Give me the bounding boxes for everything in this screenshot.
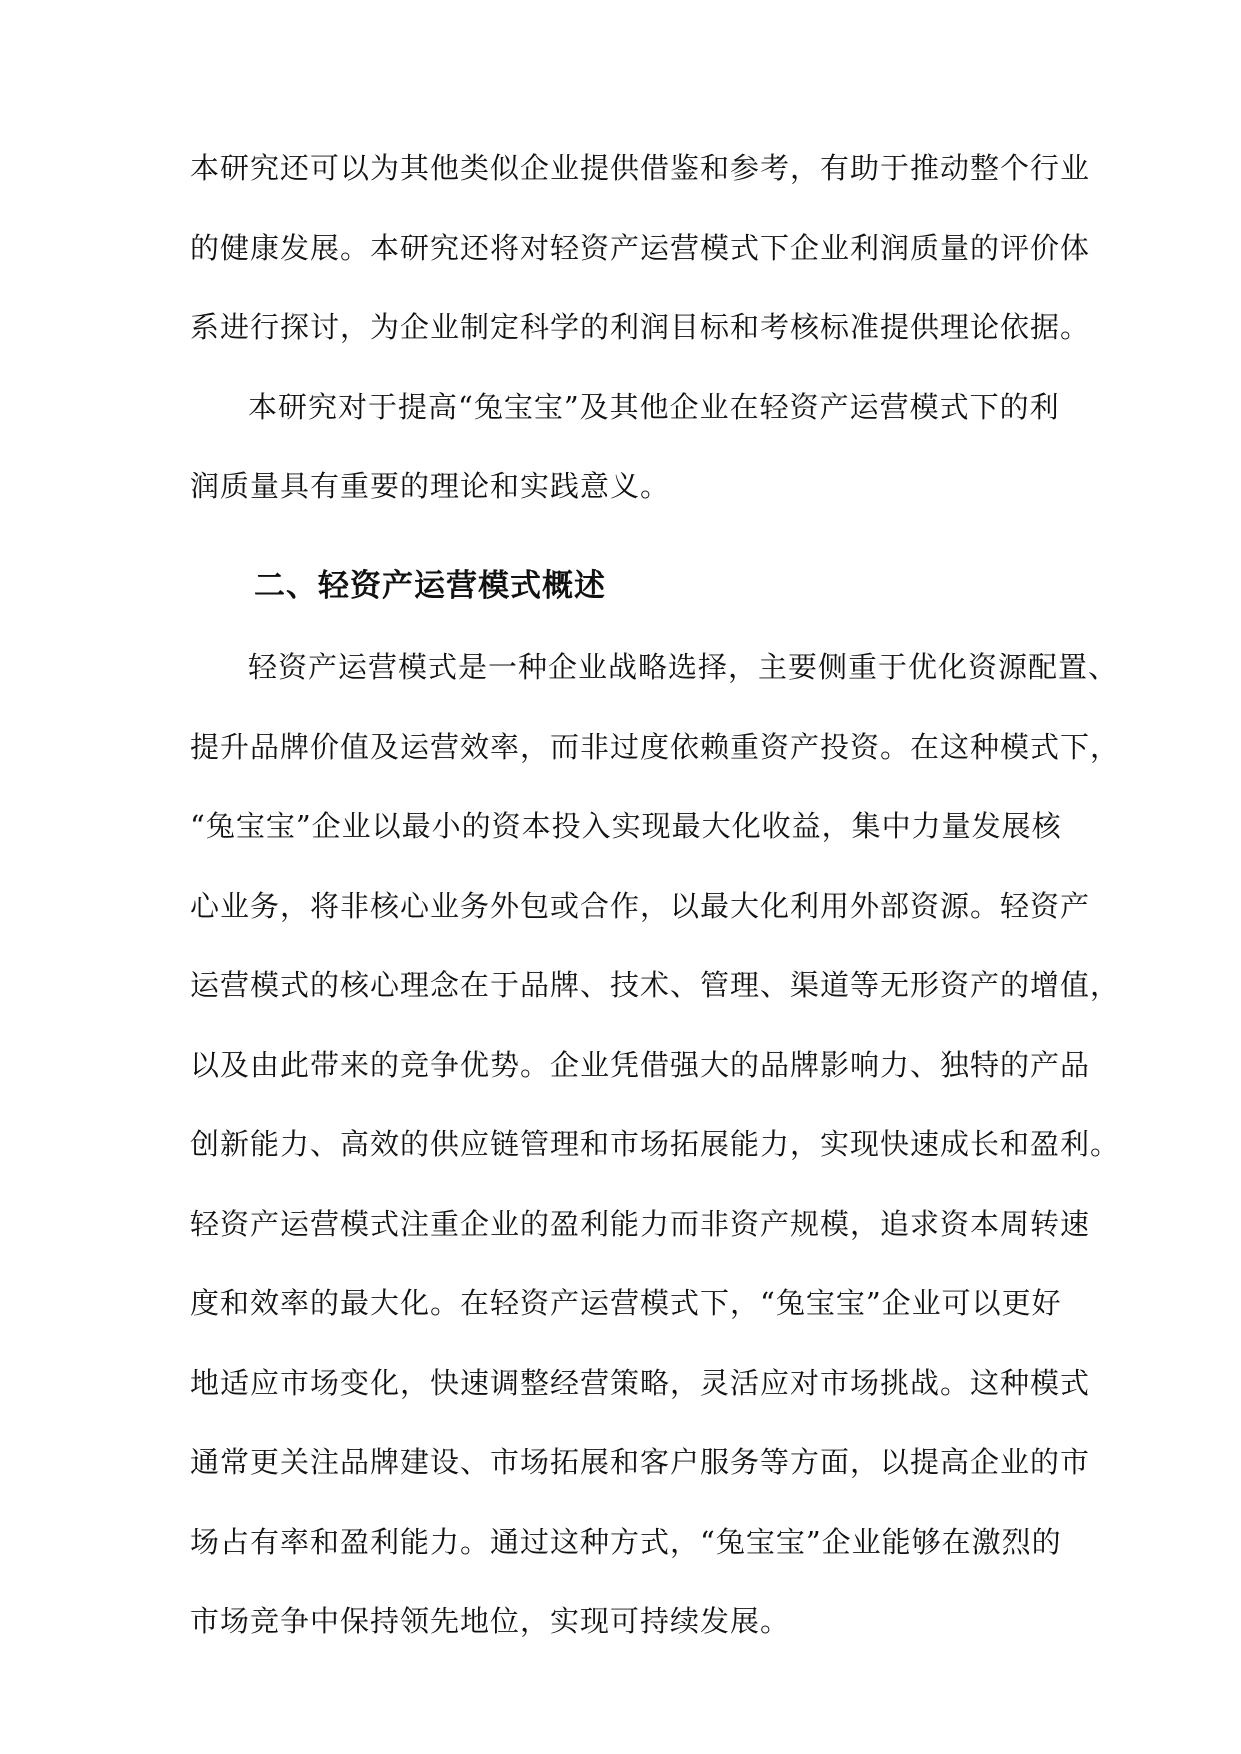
paragraph-1-line-1: 本研究还可以为其他类似企业提供借鉴和参考，有助于推动整个行业 (190, 151, 1091, 185)
paragraph-2-line-1: 本研究对于提高“兔宝宝”及其他企业在轻资产运营模式下的利 (248, 390, 1060, 424)
section-line-2: 提升品牌价值及运营效率，而非过度依赖重资产投资。在这种模式下， (190, 730, 1121, 764)
section-line-4: 心业务，将非核心业务外包或合作，以最大化利用外部资源。轻资产 (190, 889, 1091, 923)
section-line-10: 地适应市场变化，快速调整经营策略，灵活应对市场挑战。这种模式 (190, 1366, 1091, 1400)
paragraph-2-line-2: 润质量具有重要的理论和实践意义。 (190, 469, 671, 503)
section-line-11: 通常更关注品牌建设、市场拓展和客户服务等方面，以提高企业的市 (190, 1445, 1091, 1479)
section-line-3: “兔宝宝”企业以最小的资本投入实现最大化收益，集中力量发展核 (190, 809, 1062, 843)
section-line-6: 以及由此带来的竞争优势。企业凭借强大的品牌影响力、独特的产品 (190, 1048, 1091, 1082)
paragraph-1-line-3: 系进行探讨，为企业制定科学的利润目标和考核标准提供理论依据。 (190, 310, 1091, 344)
section-line-12: 场占有率和盈利能力。通过这种方式，“兔宝宝”企业能够在激烈的 (190, 1525, 1062, 1559)
section-line-1: 轻资产运营模式是一种企业战略选择，主要侧重于优化资源配置、 (248, 650, 1119, 684)
paragraph-1-line-2: 的健康发展。本研究还将对轻资产运营模式下企业利润质量的评价体 (190, 231, 1091, 265)
section-line-13: 市场竞争中保持领先地位，实现可持续发展。 (190, 1604, 791, 1638)
section-heading: 二、轻资产运营模式概述 (254, 568, 606, 604)
section-line-9: 度和效率的最大化。在轻资产运营模式下，“兔宝宝”企业可以更好 (190, 1286, 1062, 1320)
section-line-7: 创新能力、高效的供应链管理和市场拓展能力，实现快速成长和盈利。 (190, 1127, 1121, 1161)
section-line-5: 运营模式的核心理念在于品牌、技术、管理、渠道等无形资产的增值， (190, 968, 1121, 1002)
section-line-8: 轻资产运营模式注重企业的盈利能力而非资产规模，追求资本周转速 (190, 1207, 1091, 1241)
